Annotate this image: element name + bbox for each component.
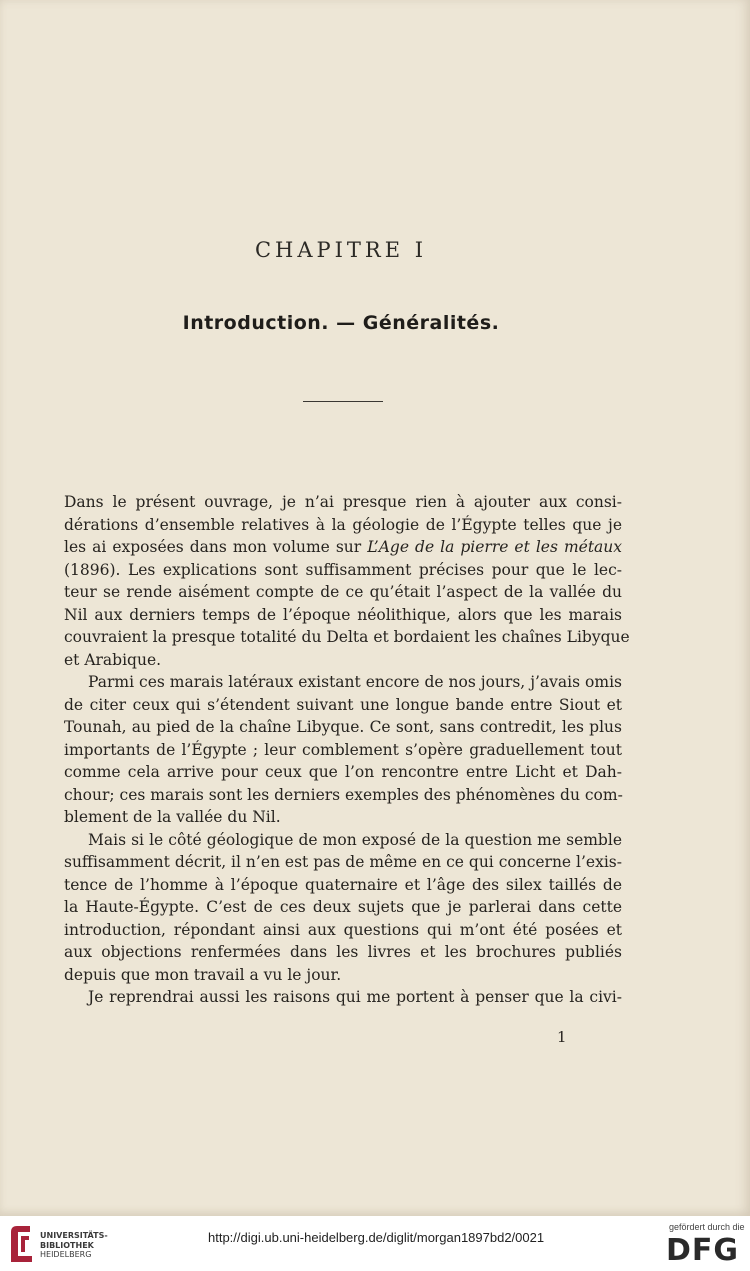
body-line: de citer ceux qui s’étendent suivant une longue bande entre Siout et: [64, 695, 622, 714]
body-line: dérations d’ensemble relatives à la géologie de l’Égypte telles que je: [64, 515, 622, 534]
body-text: [64, 491, 630, 1009]
body-line: couvraient la presque totalité du Delta et bordaient les chaînes Libyque: [64, 628, 630, 646]
body-line: blement de la vallée du Nil.: [64, 808, 281, 826]
body-line: Nil aux derniers temps de l’époque néolithique, alors que les marais: [64, 605, 622, 624]
chapter-heading: CHAPITRE I: [254, 238, 428, 262]
body-line: Dans le présent ouvrage, je n’ai presque rien à ajouter aux consi-: [64, 493, 622, 511]
body-line: aux objections renfermées dans les livres et les brochures publiés: [64, 943, 622, 961]
body-line: tence de l’homme à l’époque quaternaire et l’âge des silex taillés de: [64, 875, 622, 894]
body-line: Mais si le côté géologique de mon exposé de la question me semble: [88, 830, 622, 849]
university-library-name: [40, 1231, 108, 1260]
body-line-with-title: [64, 536, 622, 559]
library-line: BIBLIOTHEK: [40, 1240, 94, 1250]
body-line: chour; ces marais sont les derniers exemples des phénomènes du com-: [64, 785, 623, 804]
body-line: suffisamment décrit, il n’en est pas de même en ce qui concerne l’exis-: [64, 853, 622, 871]
section-title: Introduction. — Généralités.: [182, 312, 500, 334]
document-url-link[interactable]: http://digi.ub.uni-heidelberg.de/diglit/morgan1897bd2/0021: [208, 1230, 545, 1245]
body-line: la Haute-Égypte. C’est de ces deux sujets que je parlerai dans cette: [64, 898, 622, 916]
body-line-text: les ai exposées dans mon volume sur: [64, 538, 362, 556]
body-line: Je reprendrai aussi les raisons qui me portent à penser que la civi-: [88, 988, 622, 1006]
page-number: 1: [557, 1028, 567, 1046]
dfg-logo: DFG: [666, 1233, 740, 1268]
book-title: L’Age de la pierre et les métaux: [367, 538, 623, 556]
library-line: UNIVERSITÄTS-: [40, 1231, 108, 1240]
body-line: comme cela arrive pour ceux que l’on rencontre entre Licht et Dah-: [64, 763, 622, 781]
body-line: Tounah, au pied de la chaîne Libyque. Ce sont, sans contredit, les plus: [64, 718, 622, 736]
body-line: (1896). Les explications sont suffisamment précises pour que le lec-: [64, 560, 622, 579]
body-line: depuis que mon travail a vu le jour.: [64, 965, 342, 984]
library-line: HEIDELBERG: [40, 1250, 92, 1259]
body-line: introduction, répondant ainsi aux questions qui m’ont été posées et: [64, 920, 622, 939]
body-line: et Arabique.: [64, 650, 162, 669]
body-line: importants de l’Égypte ; leur comblement s’opère graduellement tout: [64, 740, 622, 759]
body-line: teur se rende aisément compte de ce qu’était l’aspect de la vallée du: [64, 583, 622, 601]
body-line: Parmi ces marais latéraux existant encore de nos jours, j’avais omis: [88, 673, 622, 691]
funding-note: gefördert durch die: [669, 1222, 745, 1232]
university-library-logo-icon: [8, 1222, 36, 1266]
title-divider: [303, 401, 383, 402]
